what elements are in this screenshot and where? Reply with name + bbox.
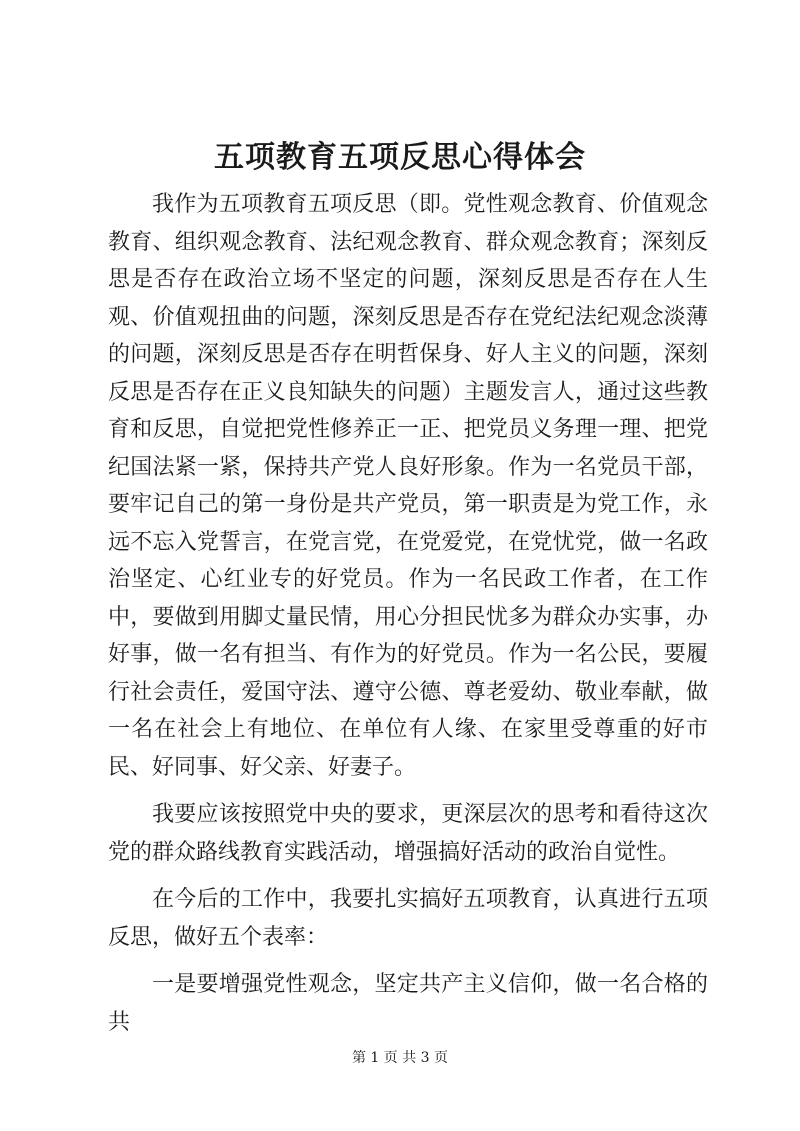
paragraph-2: 我要应该按照党中央的要求，更深层次的思考和看待这次党的群众路线教育实践活动，增强搞好活动的政治自觉性。 — [108, 802, 708, 865]
page-footer — [0, 1048, 800, 1068]
paragraph-4: 一是要增强党性观念，坚定共产主义信仰，做一名合格的共 — [108, 972, 708, 1035]
paragraph-3: 在今后的工作中，我要扎实搞好五项教育，认真进行五项反思，做好五个表率： — [108, 887, 708, 950]
paragraph-1: 我作为五项教育五项反思（即。党性观念教育、价值观念教育、组织观念教育、法纪观念教育、群众观念教育；深刻反思是否存在政治立场不坚定的问题，深刻反思是否存在人生观、价值观扭曲的问题，深刻反思是否存在党纪法纪观念淡薄的问题，深刻反思是否存在明哲保身、好人主义的问题，深刻反思是否存在正义良知缺失的问题）主题发言人，通过这些教育和反思，自觉把党性修养正一正、把党员义务理一理、把党纪国法紧一紧，保持共产党人良好形象。作为一名党员干部，要牢记自己的第一身份是共产党员，第一职责是为党工作，永远不忘入党誓言，在党言党，在党爱党，在党忧党，做一名政治坚定、心红业专的好党员。作为一名民政工作者，在工作中，要做到用脚丈量民情，用心分担民忧多为群众办实事，办好事，做一名有担当、有作为的好党员。作为一名公民，要履行社会责任，爱国守法、遵守公德、尊老爱幼、敬业奉献，做一名在社会上有地位、在单位有人缘、在家里受尊重的好市民、好同事、好父亲、好妻子。 — [108, 192, 708, 780]
document-body — [108, 186, 708, 1041]
document-title: 五项教育五项反思心得体会 — [214, 140, 586, 175]
page-number-label: 第 1 页 共 3 页 — [351, 1050, 449, 1066]
